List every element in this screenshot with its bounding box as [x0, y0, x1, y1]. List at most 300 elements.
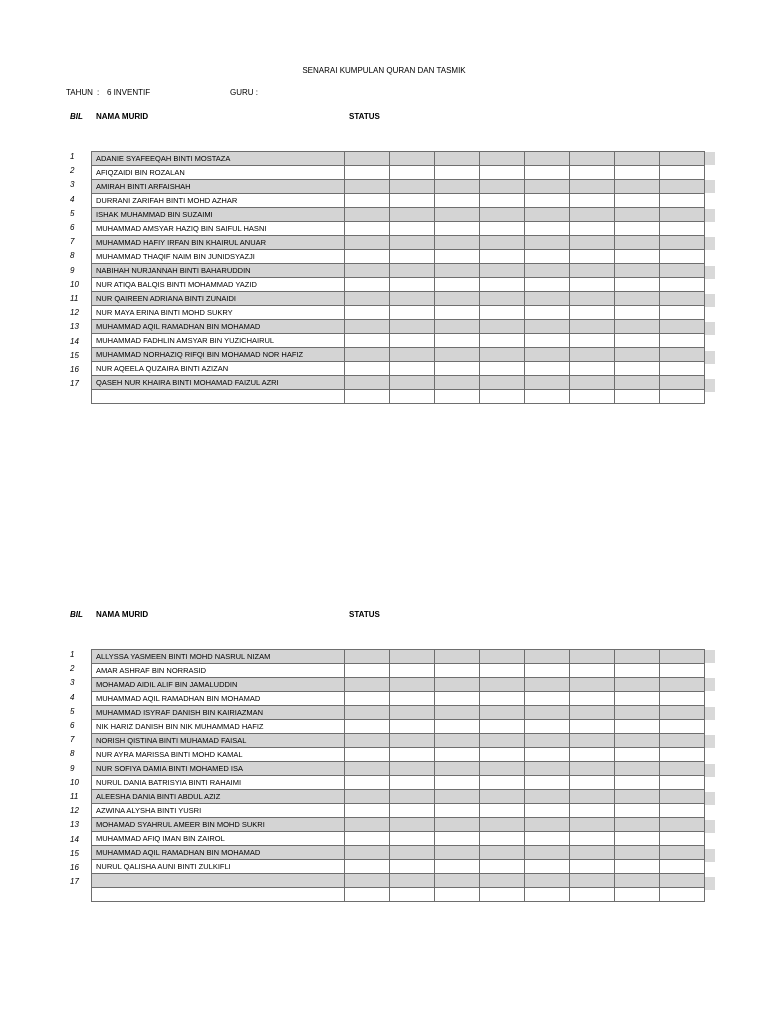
- status-cell[interactable]: [435, 222, 480, 236]
- status-cell[interactable]: [660, 678, 705, 692]
- status-cell[interactable]: [525, 334, 570, 348]
- status-cell[interactable]: [345, 166, 390, 180]
- status-cell[interactable]: [570, 292, 615, 306]
- status-cell[interactable]: [570, 222, 615, 236]
- status-cell[interactable]: [390, 874, 435, 888]
- row-number: 2: [70, 166, 75, 176]
- status-cell[interactable]: [615, 264, 660, 278]
- status-cell[interactable]: [570, 180, 615, 194]
- status-cell[interactable]: [390, 390, 435, 404]
- status-cell[interactable]: [345, 278, 390, 292]
- status-cell[interactable]: [435, 362, 480, 376]
- status-cell[interactable]: [435, 874, 480, 888]
- status-cell[interactable]: [570, 376, 615, 390]
- status-cell[interactable]: [570, 734, 615, 748]
- status-cell[interactable]: [480, 748, 525, 762]
- status-cell[interactable]: [570, 860, 615, 874]
- status-cell[interactable]: [525, 208, 570, 222]
- status-cell[interactable]: [615, 804, 660, 818]
- status-cell[interactable]: [480, 804, 525, 818]
- status-cell[interactable]: [570, 818, 615, 832]
- status-cell[interactable]: [345, 720, 390, 734]
- status-cell[interactable]: [390, 194, 435, 208]
- status-cell[interactable]: [480, 166, 525, 180]
- status-cell[interactable]: [660, 720, 705, 734]
- status-cell[interactable]: [480, 376, 525, 390]
- status-cell[interactable]: [390, 180, 435, 194]
- status-cell[interactable]: [435, 762, 480, 776]
- status-cell[interactable]: [525, 152, 570, 166]
- status-cell[interactable]: [435, 650, 480, 664]
- status-cell[interactable]: [345, 208, 390, 222]
- status-cell[interactable]: [525, 194, 570, 208]
- status-cell[interactable]: [435, 334, 480, 348]
- status-cell[interactable]: [660, 376, 705, 390]
- status-cell[interactable]: [570, 650, 615, 664]
- status-cell[interactable]: [570, 194, 615, 208]
- status-cell[interactable]: [390, 334, 435, 348]
- status-cell[interactable]: [525, 166, 570, 180]
- status-cell[interactable]: [615, 292, 660, 306]
- status-cell[interactable]: [480, 334, 525, 348]
- status-cell[interactable]: [525, 320, 570, 334]
- status-cell[interactable]: [480, 278, 525, 292]
- status-cell[interactable]: [390, 250, 435, 264]
- status-cell[interactable]: [615, 320, 660, 334]
- status-cell[interactable]: [480, 250, 525, 264]
- status-cell[interactable]: [435, 832, 480, 846]
- status-cell[interactable]: [660, 734, 705, 748]
- status-cell[interactable]: [345, 334, 390, 348]
- status-cell[interactable]: [345, 650, 390, 664]
- status-cell[interactable]: [615, 748, 660, 762]
- status-cell[interactable]: [390, 846, 435, 860]
- status-cell[interactable]: [615, 166, 660, 180]
- status-cell[interactable]: [390, 692, 435, 706]
- row-shade-marker: [704, 379, 715, 392]
- status-cell[interactable]: [525, 390, 570, 404]
- status-cell[interactable]: [615, 376, 660, 390]
- status-cell[interactable]: [525, 734, 570, 748]
- status-cell[interactable]: [435, 278, 480, 292]
- status-cell[interactable]: [390, 292, 435, 306]
- status-cell[interactable]: [435, 306, 480, 320]
- status-cell[interactable]: [345, 846, 390, 860]
- status-cell[interactable]: [525, 790, 570, 804]
- status-cell[interactable]: [615, 706, 660, 720]
- status-cell[interactable]: [525, 888, 570, 902]
- status-cell[interactable]: [615, 734, 660, 748]
- status-cell[interactable]: [570, 748, 615, 762]
- status-cell[interactable]: [525, 306, 570, 320]
- status-cell[interactable]: [525, 874, 570, 888]
- status-cell[interactable]: [390, 706, 435, 720]
- status-cell[interactable]: [345, 376, 390, 390]
- status-cell[interactable]: [435, 264, 480, 278]
- status-cell[interactable]: [660, 650, 705, 664]
- status-cell[interactable]: [345, 790, 390, 804]
- status-cell[interactable]: [480, 818, 525, 832]
- status-cell[interactable]: [480, 292, 525, 306]
- status-cell[interactable]: [570, 804, 615, 818]
- status-cell[interactable]: [615, 306, 660, 320]
- status-cell[interactable]: [615, 692, 660, 706]
- status-cell[interactable]: [525, 650, 570, 664]
- status-cell[interactable]: [345, 362, 390, 376]
- status-cell[interactable]: [615, 278, 660, 292]
- status-cell[interactable]: [525, 692, 570, 706]
- status-cell[interactable]: [570, 776, 615, 790]
- status-cell[interactable]: [660, 320, 705, 334]
- tahun-label: TAHUN: [66, 88, 93, 97]
- status-cell[interactable]: [660, 278, 705, 292]
- status-cell[interactable]: [570, 888, 615, 902]
- status-cell[interactable]: [390, 762, 435, 776]
- status-cell[interactable]: [570, 762, 615, 776]
- status-cell[interactable]: [525, 860, 570, 874]
- status-cell[interactable]: [345, 264, 390, 278]
- status-cell[interactable]: [480, 860, 525, 874]
- status-cell[interactable]: [390, 650, 435, 664]
- status-cell[interactable]: [660, 180, 705, 194]
- status-cell[interactable]: [345, 664, 390, 678]
- status-cell[interactable]: [660, 390, 705, 404]
- status-cell[interactable]: [480, 706, 525, 720]
- status-cell[interactable]: [660, 348, 705, 362]
- status-cell[interactable]: [570, 846, 615, 860]
- status-cell[interactable]: [570, 678, 615, 692]
- status-cell[interactable]: [660, 664, 705, 678]
- status-cell[interactable]: [435, 860, 480, 874]
- status-cell[interactable]: [435, 166, 480, 180]
- status-cell[interactable]: [435, 706, 480, 720]
- status-cell[interactable]: [345, 804, 390, 818]
- status-cell[interactable]: [345, 692, 390, 706]
- status-cell[interactable]: [525, 664, 570, 678]
- status-cell[interactable]: [345, 152, 390, 166]
- status-cell[interactable]: [570, 236, 615, 250]
- status-cell[interactable]: [345, 734, 390, 748]
- status-cell[interactable]: [570, 264, 615, 278]
- status-cell[interactable]: [525, 678, 570, 692]
- status-cell[interactable]: [615, 348, 660, 362]
- status-cell[interactable]: [435, 776, 480, 790]
- status-cell[interactable]: [480, 180, 525, 194]
- status-cell[interactable]: [525, 264, 570, 278]
- status-cell[interactable]: [660, 874, 705, 888]
- status-cell[interactable]: [435, 678, 480, 692]
- status-cell[interactable]: [660, 846, 705, 860]
- status-cell[interactable]: [390, 348, 435, 362]
- status-cell[interactable]: [615, 236, 660, 250]
- status-cell[interactable]: [435, 804, 480, 818]
- status-cell[interactable]: [390, 320, 435, 334]
- status-cell[interactable]: [390, 720, 435, 734]
- status-cell[interactable]: [570, 334, 615, 348]
- status-cell[interactable]: [660, 776, 705, 790]
- status-cell[interactable]: [390, 664, 435, 678]
- status-cell[interactable]: [615, 790, 660, 804]
- table-row: [92, 208, 705, 222]
- status-cell[interactable]: [435, 236, 480, 250]
- status-cell[interactable]: [660, 832, 705, 846]
- status-cell[interactable]: [570, 152, 615, 166]
- status-cell[interactable]: [345, 236, 390, 250]
- status-cell[interactable]: [480, 222, 525, 236]
- status-cell[interactable]: [570, 706, 615, 720]
- status-cell[interactable]: [390, 222, 435, 236]
- status-cell[interactable]: [660, 208, 705, 222]
- status-cell[interactable]: [525, 762, 570, 776]
- status-cell[interactable]: [615, 846, 660, 860]
- page-title: SENARAI KUMPULAN QURAN DAN TASMIK: [302, 66, 466, 75]
- status-cell[interactable]: [390, 678, 435, 692]
- status-cell[interactable]: [615, 222, 660, 236]
- status-cell[interactable]: [615, 874, 660, 888]
- status-cell[interactable]: [345, 250, 390, 264]
- status-cell[interactable]: [435, 888, 480, 902]
- status-cell[interactable]: [570, 348, 615, 362]
- status-cell[interactable]: [435, 180, 480, 194]
- status-cell[interactable]: [660, 692, 705, 706]
- status-cell[interactable]: [615, 194, 660, 208]
- status-cell[interactable]: [570, 832, 615, 846]
- status-cell[interactable]: [615, 664, 660, 678]
- table-row: [92, 748, 705, 762]
- status-cell[interactable]: [615, 362, 660, 376]
- status-cell[interactable]: [570, 664, 615, 678]
- status-cell[interactable]: [525, 278, 570, 292]
- status-cell[interactable]: [570, 320, 615, 334]
- status-cell[interactable]: [435, 664, 480, 678]
- status-cell[interactable]: [525, 720, 570, 734]
- status-cell[interactable]: [660, 250, 705, 264]
- status-cell[interactable]: [345, 818, 390, 832]
- status-cell[interactable]: [525, 846, 570, 860]
- status-cell[interactable]: [660, 762, 705, 776]
- status-cell[interactable]: [435, 748, 480, 762]
- status-cell[interactable]: [660, 306, 705, 320]
- status-cell[interactable]: [345, 874, 390, 888]
- status-cell[interactable]: [615, 776, 660, 790]
- status-cell[interactable]: [660, 888, 705, 902]
- status-cell[interactable]: [570, 250, 615, 264]
- status-cell[interactable]: [570, 362, 615, 376]
- status-cell[interactable]: [660, 362, 705, 376]
- status-cell[interactable]: [480, 320, 525, 334]
- status-cell[interactable]: [480, 362, 525, 376]
- status-cell[interactable]: [570, 874, 615, 888]
- status-cell[interactable]: [525, 376, 570, 390]
- status-cell[interactable]: [435, 250, 480, 264]
- student-name: NUR SOFIYA DAMIA BINTI MOHAMED ISA: [92, 762, 345, 776]
- status-cell[interactable]: [435, 790, 480, 804]
- status-cell[interactable]: [345, 860, 390, 874]
- status-cell[interactable]: [525, 832, 570, 846]
- status-cell[interactable]: [525, 706, 570, 720]
- status-cell[interactable]: [615, 860, 660, 874]
- status-cell[interactable]: [390, 306, 435, 320]
- status-cell[interactable]: [345, 320, 390, 334]
- status-cell[interactable]: [480, 790, 525, 804]
- status-cell[interactable]: [435, 692, 480, 706]
- status-cell[interactable]: [480, 874, 525, 888]
- status-cell[interactable]: [615, 650, 660, 664]
- status-cell[interactable]: [615, 720, 660, 734]
- status-cell[interactable]: [615, 334, 660, 348]
- status-cell[interactable]: [435, 390, 480, 404]
- row-number: 2: [70, 664, 75, 674]
- status-cell[interactable]: [525, 250, 570, 264]
- status-cell[interactable]: [480, 678, 525, 692]
- status-cell[interactable]: [390, 804, 435, 818]
- status-cell[interactable]: [480, 846, 525, 860]
- status-cell[interactable]: [390, 152, 435, 166]
- status-cell[interactable]: [615, 208, 660, 222]
- status-cell[interactable]: [435, 152, 480, 166]
- status-cell[interactable]: [615, 762, 660, 776]
- status-cell[interactable]: [345, 776, 390, 790]
- status-cell[interactable]: [660, 334, 705, 348]
- status-cell[interactable]: [570, 166, 615, 180]
- status-cell[interactable]: [570, 790, 615, 804]
- status-cell[interactable]: [390, 832, 435, 846]
- status-cell[interactable]: [345, 706, 390, 720]
- status-cell[interactable]: [345, 292, 390, 306]
- status-cell[interactable]: [525, 292, 570, 306]
- status-cell[interactable]: [480, 776, 525, 790]
- status-cell[interactable]: [660, 152, 705, 166]
- status-cell[interactable]: [660, 264, 705, 278]
- status-cell[interactable]: [345, 762, 390, 776]
- table-row: [92, 650, 705, 664]
- status-cell[interactable]: [480, 762, 525, 776]
- status-cell[interactable]: [660, 292, 705, 306]
- status-cell[interactable]: [435, 376, 480, 390]
- status-cell[interactable]: [570, 720, 615, 734]
- status-cell[interactable]: [570, 208, 615, 222]
- status-cell[interactable]: [480, 390, 525, 404]
- status-cell[interactable]: [480, 692, 525, 706]
- status-cell[interactable]: [480, 194, 525, 208]
- status-cell[interactable]: [390, 264, 435, 278]
- status-cell[interactable]: [480, 888, 525, 902]
- status-cell[interactable]: [390, 790, 435, 804]
- status-cell[interactable]: [435, 320, 480, 334]
- status-cell[interactable]: [345, 348, 390, 362]
- status-cell[interactable]: [480, 832, 525, 846]
- status-cell[interactable]: [345, 832, 390, 846]
- status-cell[interactable]: [390, 734, 435, 748]
- status-cell[interactable]: [525, 222, 570, 236]
- status-cell[interactable]: [345, 194, 390, 208]
- status-cell[interactable]: [660, 166, 705, 180]
- status-cell[interactable]: [615, 250, 660, 264]
- status-cell[interactable]: [525, 818, 570, 832]
- status-cell[interactable]: [390, 748, 435, 762]
- status-cell[interactable]: [345, 306, 390, 320]
- status-cell[interactable]: [480, 720, 525, 734]
- status-cell[interactable]: [525, 748, 570, 762]
- status-cell[interactable]: [660, 790, 705, 804]
- status-cell[interactable]: [615, 180, 660, 194]
- status-cell[interactable]: [615, 832, 660, 846]
- column-header-nama-2: NAMA MURID: [96, 610, 149, 619]
- status-cell[interactable]: [480, 734, 525, 748]
- row-number: 8: [70, 251, 75, 261]
- status-cell[interactable]: [390, 776, 435, 790]
- status-cell[interactable]: [480, 664, 525, 678]
- status-cell[interactable]: [570, 390, 615, 404]
- status-cell[interactable]: [570, 692, 615, 706]
- status-cell[interactable]: [480, 152, 525, 166]
- status-cell[interactable]: [660, 748, 705, 762]
- status-cell[interactable]: [435, 194, 480, 208]
- status-cell[interactable]: [525, 804, 570, 818]
- status-cell[interactable]: [390, 236, 435, 250]
- status-cell[interactable]: [390, 818, 435, 832]
- status-cell[interactable]: [525, 236, 570, 250]
- status-cell[interactable]: [660, 804, 705, 818]
- status-cell[interactable]: [390, 376, 435, 390]
- status-cell[interactable]: [480, 264, 525, 278]
- status-cell[interactable]: [570, 278, 615, 292]
- status-cell[interactable]: [660, 236, 705, 250]
- status-cell[interactable]: [615, 678, 660, 692]
- status-cell[interactable]: [660, 706, 705, 720]
- status-cell[interactable]: [435, 846, 480, 860]
- status-cell[interactable]: [390, 888, 435, 902]
- status-cell[interactable]: [480, 650, 525, 664]
- status-cell[interactable]: [660, 860, 705, 874]
- status-cell[interactable]: [525, 776, 570, 790]
- status-cell[interactable]: [660, 194, 705, 208]
- status-cell[interactable]: [435, 292, 480, 306]
- status-cell[interactable]: [390, 860, 435, 874]
- status-cell[interactable]: [660, 818, 705, 832]
- status-cell[interactable]: [390, 166, 435, 180]
- status-cell[interactable]: [390, 362, 435, 376]
- status-cell[interactable]: [615, 152, 660, 166]
- status-cell[interactable]: [345, 390, 390, 404]
- status-cell[interactable]: [345, 748, 390, 762]
- status-cell[interactable]: [435, 720, 480, 734]
- status-cell[interactable]: [345, 678, 390, 692]
- status-cell[interactable]: [525, 348, 570, 362]
- status-cell[interactable]: [435, 348, 480, 362]
- status-cell[interactable]: [480, 208, 525, 222]
- status-cell[interactable]: [480, 306, 525, 320]
- status-cell[interactable]: [525, 362, 570, 376]
- status-cell[interactable]: [435, 734, 480, 748]
- status-cell[interactable]: [615, 888, 660, 902]
- status-cell[interactable]: [390, 208, 435, 222]
- status-cell[interactable]: [345, 180, 390, 194]
- status-cell[interactable]: [480, 236, 525, 250]
- status-cell[interactable]: [390, 278, 435, 292]
- status-cell[interactable]: [615, 390, 660, 404]
- status-cell[interactable]: [435, 818, 480, 832]
- status-cell[interactable]: [615, 818, 660, 832]
- status-cell[interactable]: [345, 222, 390, 236]
- status-cell[interactable]: [345, 888, 390, 902]
- status-cell[interactable]: [435, 208, 480, 222]
- status-cell[interactable]: [525, 180, 570, 194]
- guru-label: GURU :: [230, 88, 258, 97]
- status-cell[interactable]: [480, 348, 525, 362]
- status-cell[interactable]: [660, 222, 705, 236]
- status-cell[interactable]: [570, 306, 615, 320]
